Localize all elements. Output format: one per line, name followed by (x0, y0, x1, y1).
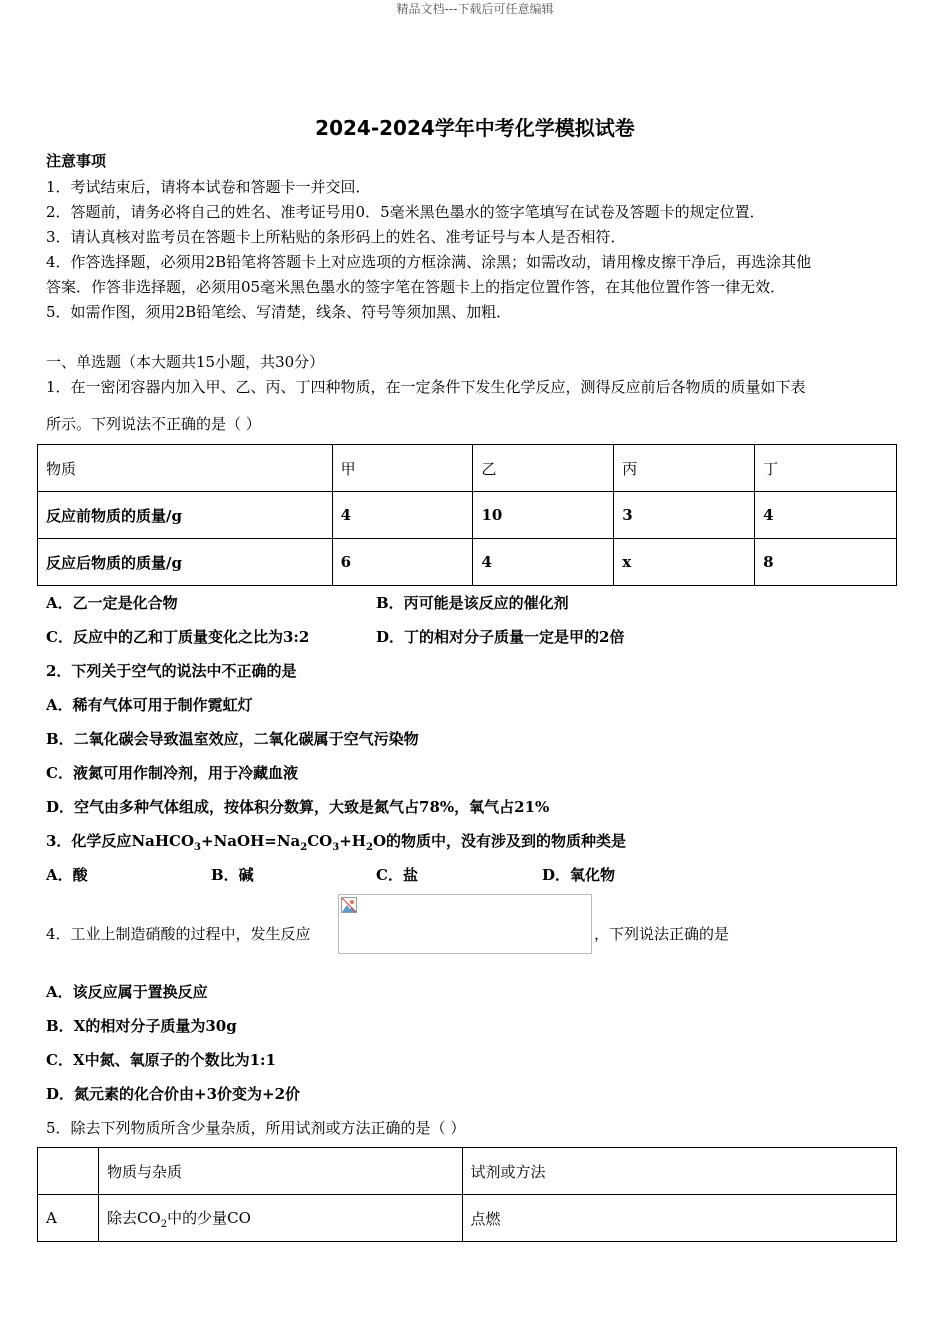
q3-stem-text: 3．化学反应NaHCO (46, 832, 195, 850)
notice-item: 2．答题前，请务必将自己的姓名、准考证号用0．5毫米黑色墨水的签字笔填写在试卷及答题卡的规定位置． (46, 203, 765, 221)
table-cell: 物质与杂质 (98, 1148, 462, 1195)
section-heading: 一、单选题（本大题共15小题，共30分） (46, 353, 325, 371)
q3-option-d: D．氧化物 (542, 866, 616, 884)
notice-item: 5．如需作图，须用2B铅笔绘、写清楚，线条、符号等须加黑、加粗． (46, 303, 512, 321)
q1-option-b: B．丙可能是该反应的催化剂 (376, 594, 569, 612)
q1-stem-line2: 所示。下列说法不正确的是（ ） (46, 415, 261, 433)
q4-option-d: D．氮元素的化合价由+3价变为+2价 (46, 1085, 301, 1103)
q3-option-a: A．酸 (46, 866, 88, 884)
notice-item: 4．作答选择题，必须用2B铅笔将答题卡上对应选项的方框涂满、涂黑；如需改动，请用橡皮擦干净后，再选涂其他 (46, 253, 812, 271)
broken-image-icon (341, 897, 357, 913)
equation-image-placeholder (338, 894, 592, 954)
table-cell: 丁 (755, 445, 897, 492)
q1-option-c: C．反应中的乙和丁质量变化之比为3:2 (46, 628, 310, 646)
table-header-row (38, 445, 897, 492)
table-cell: 反应前物质的质量/g (38, 492, 333, 539)
q2-option-c: C．液氮可用作制冷剂，用于冷藏血液 (46, 764, 298, 782)
q2-option-d: D．空气由多种气体组成，按体积分数算，大致是氮气占78%，氧气占21% (46, 798, 550, 816)
q3-option-b: B．碱 (211, 866, 254, 884)
subscript: 2 (300, 842, 308, 853)
watermark-text: 精品文档---下载后可任意编辑 (396, 2, 554, 16)
q1-mass-table (37, 444, 897, 586)
table-cell: 8 (755, 539, 897, 586)
q2-option-a: A．稀有气体可用于制作霓虹灯 (46, 696, 253, 714)
table-cell: 4 (332, 492, 473, 539)
q3-stem (46, 830, 626, 853)
q4-stem-pre: 4．工业上制造硝酸的过程中，发生反应 (46, 925, 311, 943)
subscript: 2 (365, 842, 373, 853)
cell-text: 中的少量CO (167, 1208, 251, 1227)
table-row (38, 539, 897, 586)
table-header-row (38, 1148, 897, 1195)
table-cell: 甲 (332, 445, 473, 492)
q2-option-b: B．二氧化碳会导致温室效应，二氧化碳属于空气污染物 (46, 730, 419, 748)
table-cell: 4 (473, 539, 614, 586)
notice-item: 1．考试结束后，请将本试卷和答题卡一并交回． (46, 178, 371, 196)
cell-text: 除去CO (106, 1208, 161, 1227)
q3-stem-text: CO (307, 832, 333, 850)
table-cell (98, 1195, 462, 1242)
table-cell: 丙 (614, 445, 755, 492)
table-cell: 点燃 (462, 1195, 896, 1242)
table-cell: 试剂或方法 (462, 1148, 896, 1195)
table-cell: x (614, 539, 755, 586)
q4-option-a: A．该反应属于置换反应 (46, 983, 208, 1001)
table-cell: 乙 (473, 445, 614, 492)
table-cell: 10 (473, 492, 614, 539)
notice-item: 答案．作答非选择题，必须用05毫米黑色墨水的签字笔在答题卡上的指定位置作答，在其他位置作答一律无效． (46, 278, 786, 296)
q1-option-d: D．丁的相对分子质量一定是甲的2倍 (376, 628, 625, 646)
q3-stem-text: +H (339, 832, 366, 850)
q2-stem: 2．下列关于空气的说法中不正确的是 (46, 662, 297, 680)
table-cell: A (38, 1195, 99, 1242)
subscript: 2 (160, 1218, 168, 1230)
notice-item: 3．请认真核对监考员在答题卡上所粘贴的条形码上的姓名、准考证号与本人是否相符． (46, 228, 626, 246)
q5-table (37, 1147, 897, 1242)
q4-option-c: C．X中氮、氧原子的个数比为1:1 (46, 1051, 276, 1069)
subscript: 3 (194, 842, 202, 853)
q3-stem-text: +NaOH=Na (201, 832, 301, 850)
subscript: 3 (332, 842, 340, 853)
q1-option-a: A．乙一定是化合物 (46, 594, 178, 612)
table-cell: 6 (332, 539, 473, 586)
table-cell: 物质 (38, 445, 333, 492)
q3-option-c: C．盐 (376, 866, 418, 884)
table-cell: 反应后物质的质量/g (38, 539, 333, 586)
q5-stem: 5．除去下列物质所含少量杂质，所用试剂或方法正确的是（ ） (46, 1119, 466, 1137)
exam-title: 2024-2024学年中考化学模拟试卷 (315, 116, 635, 140)
notice-heading: 注意事项 (46, 152, 107, 170)
q1-stem-line1: 1．在一密闭容器内加入甲、乙、丙、丁四种物质，在一定条件下发生化学反应，测得反应前后各物质的质量如下表 (46, 378, 806, 396)
table-row (38, 1195, 897, 1242)
q3-stem-text: O的物质中，没有涉及到的物质种类是 (372, 832, 627, 850)
table-row (38, 492, 897, 539)
table-cell: 3 (614, 492, 755, 539)
table-cell: 4 (755, 492, 897, 539)
table-cell (38, 1148, 99, 1195)
q4-option-b: B．X的相对分子质量为30g (46, 1017, 237, 1035)
q4-stem-post: ，下列说法正确的是 (594, 925, 730, 943)
